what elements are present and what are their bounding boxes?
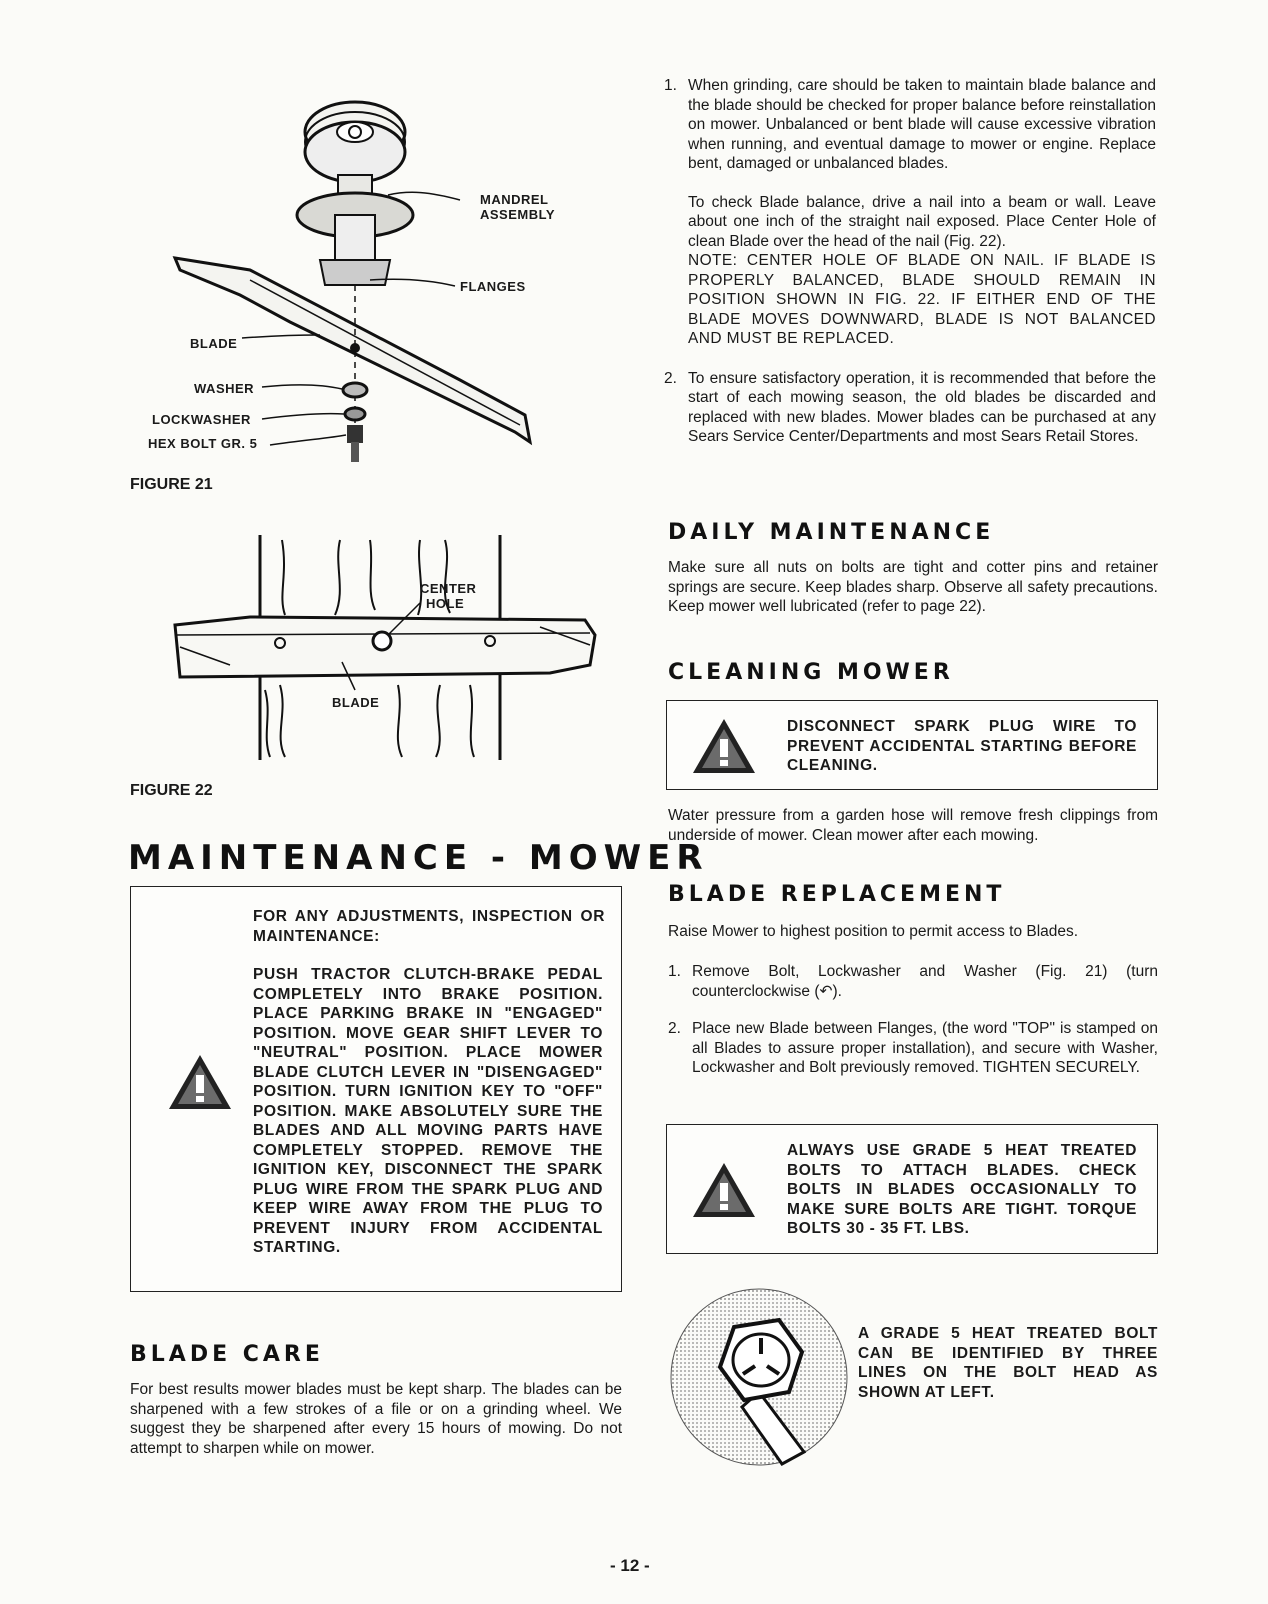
list-item	[668, 1019, 1158, 1078]
bolt-warning-box	[666, 1124, 1158, 1254]
list-item	[664, 369, 1156, 447]
maintenance-title: MAINTENANCE - MOWER	[128, 838, 709, 878]
daily-maintenance-title: DAILY MAINTENANCE	[668, 520, 995, 545]
figure-21	[130, 80, 600, 500]
page-number: - 12 -	[610, 1556, 650, 1575]
figure-22-label: FIGURE 22	[130, 782, 213, 799]
callout-hole: HOLE	[426, 596, 465, 611]
callout-blade: BLADE	[190, 336, 238, 351]
list-item	[668, 962, 1158, 1001]
grade5-bolt-icon	[664, 1282, 854, 1472]
bolt-note-text: A GRADE 5 HEAT TREATED BOLT CAN BE IDENTIFIED BY THREE LINES ON THE BOLT HEAD AS SHOWN AT LEFT.	[858, 1325, 1158, 1401]
cleaning-mower-title: CLEANING MOWER	[668, 660, 954, 685]
warning-icon	[167, 1053, 233, 1111]
bolt-warning-text: ALWAYS USE GRADE 5 HEAT TREATED BOLTS TO ATTACH BLADES. CHECK BOLTS IN BLADES OCCASIONALLY TO MAKE SURE BOLTS ARE TIGHT. TORQUE BOLTS 30 - 35 FT. LBS.	[787, 1142, 1137, 1237]
blade-care-title: BLADE CARE	[130, 1342, 324, 1367]
list-item-text: Place new Blade between Flanges, (the word "TOP" is stamped on all Blades to assure proper installation), and secure with Washer, Lockwasher and Bolt previously removed. TIGHTEN SECURELY.	[692, 1020, 1158, 1076]
balance-note-text: NOTE: CENTER HOLE OF BLADE ON NAIL. IF BLADE IS PROPERLY BALANCED, BLADE SHOULD REMAIN IN POSITION SHOWN IN FIG. 22. IF EITHER END OF THE BLADE MOVES DOWNWARD, BLADE IS NOT BALANCED AND MUST BE REPLACED.	[688, 252, 1156, 347]
warning-icon	[691, 717, 757, 775]
figure-21-label: FIGURE 21	[130, 476, 213, 493]
cleaning-body: Water pressure from a garden hose will remove fresh clippings from underside of mower. Clean mower after each mowing.	[668, 807, 1158, 844]
cleaning-warning-text: DISCONNECT SPARK PLUG WIRE TO PREVENT ACCIDENTAL STARTING BEFORE CLEANING.	[787, 718, 1137, 774]
callout-lockwasher: LOCKWASHER	[152, 412, 251, 427]
callout-washer: WASHER	[194, 381, 255, 396]
blade-balance-list	[664, 76, 1156, 447]
list-item-text: To ensure satisfactory operation, it is recommended that before the start of each mowing season, the old blades be discarded and replaced with new blades. Mower blades can be purchased at any Sears Service Center/Departments and most Sears Retail Stores.	[688, 369, 1156, 445]
cleaning-warning-box	[666, 700, 1158, 790]
blade-replacement-title: BLADE REPLACEMENT	[668, 882, 1006, 907]
list-item-number: 1.	[668, 963, 681, 980]
maintenance-warning-box	[130, 886, 622, 1292]
callout-hex-bolt: HEX BOLT GR. 5	[148, 436, 258, 451]
callout-blade-22: BLADE	[332, 695, 380, 710]
blade-care-body: For best results mower blades must be kept sharp. The blades can be sharpened with a few strokes of a file or on a grinding wheel. We suggest they be sharpened after every 15 hours of mowing. Do not attempt to sharpen while on mower.	[130, 1381, 622, 1457]
list-item-text: Remove Bolt, Lockwasher and Washer (Fig. 21) (turn counterclockwise (↶).	[692, 963, 1158, 1000]
maintenance-warning-body: PUSH TRACTOR CLUTCH-BRAKE PEDAL COMPLETELY INTO BRAKE POSITION. PLACE PARKING BRAKE IN "ENGAGED" POSITION. MOVE GEAR SHIFT LEVER TO "NEUTRAL" POSITION. PLACE MOWER BLADE CLUTCH LEVER IN "DISENGAGED" POSITION. TURN IGNITION KEY TO "OFF" POSITION. MAKE ABSOLUTELY SURE THE BLADES AND ALL MOVING PARTS HAVE COMPLETELY STOPPED. REMOVE THE IGNITION KEY, DISCONNECT THE SPARK PLUG WIRE FROM THE SPARK PLUG AND KEEP WIRE AWAY FROM THE PLUG TO PREVENT INJURY FROM ACCIDENTAL STARTING.	[253, 966, 603, 1256]
figure-22	[170, 535, 600, 765]
blade-replacement-steps	[668, 962, 1158, 1078]
daily-maintenance-body: Make sure all nuts on bolts are tight and cotter pins and retainer springs are secure. Keep blades sharp. Observe all safety precautions. Keep mower well lubricated (refer to page 22).	[668, 559, 1158, 615]
balance-check-text: To check Blade balance, drive a nail into a beam or wall. Leave about one inch of the straight nail exposed. Place Center Hole of clean Blade over the head of the nail (Fig. 22).	[688, 193, 1156, 250]
callout-flanges: FLANGES	[460, 279, 526, 294]
warning-icon	[691, 1161, 757, 1219]
blade-replacement-intro: Raise Mower to highest position to permit access to Blades.	[668, 923, 1079, 940]
list-item-number: 1.	[664, 77, 677, 94]
maintenance-warning-lead: FOR ANY ADJUSTMENTS, INSPECTION OR MAINTENANCE:	[253, 908, 605, 945]
callout-assembly: ASSEMBLY	[480, 207, 556, 222]
list-item-number: 2.	[664, 369, 677, 387]
list-item	[664, 76, 1156, 349]
blade-balance-diagram	[170, 535, 600, 765]
callout-center: CENTER	[420, 581, 477, 596]
list-item-text: When grinding, care should be taken to maintain blade balance and the blade should be checked for proper balance before reinstallation on mower. Unbalanced or bent blade will cause excessive vibration when running, and eventual damage to mower or engine. Replace bent, damaged or unbalanced blades.	[688, 77, 1156, 172]
callout-mandrel: MANDREL	[480, 192, 549, 207]
list-item-number: 2.	[668, 1020, 681, 1037]
